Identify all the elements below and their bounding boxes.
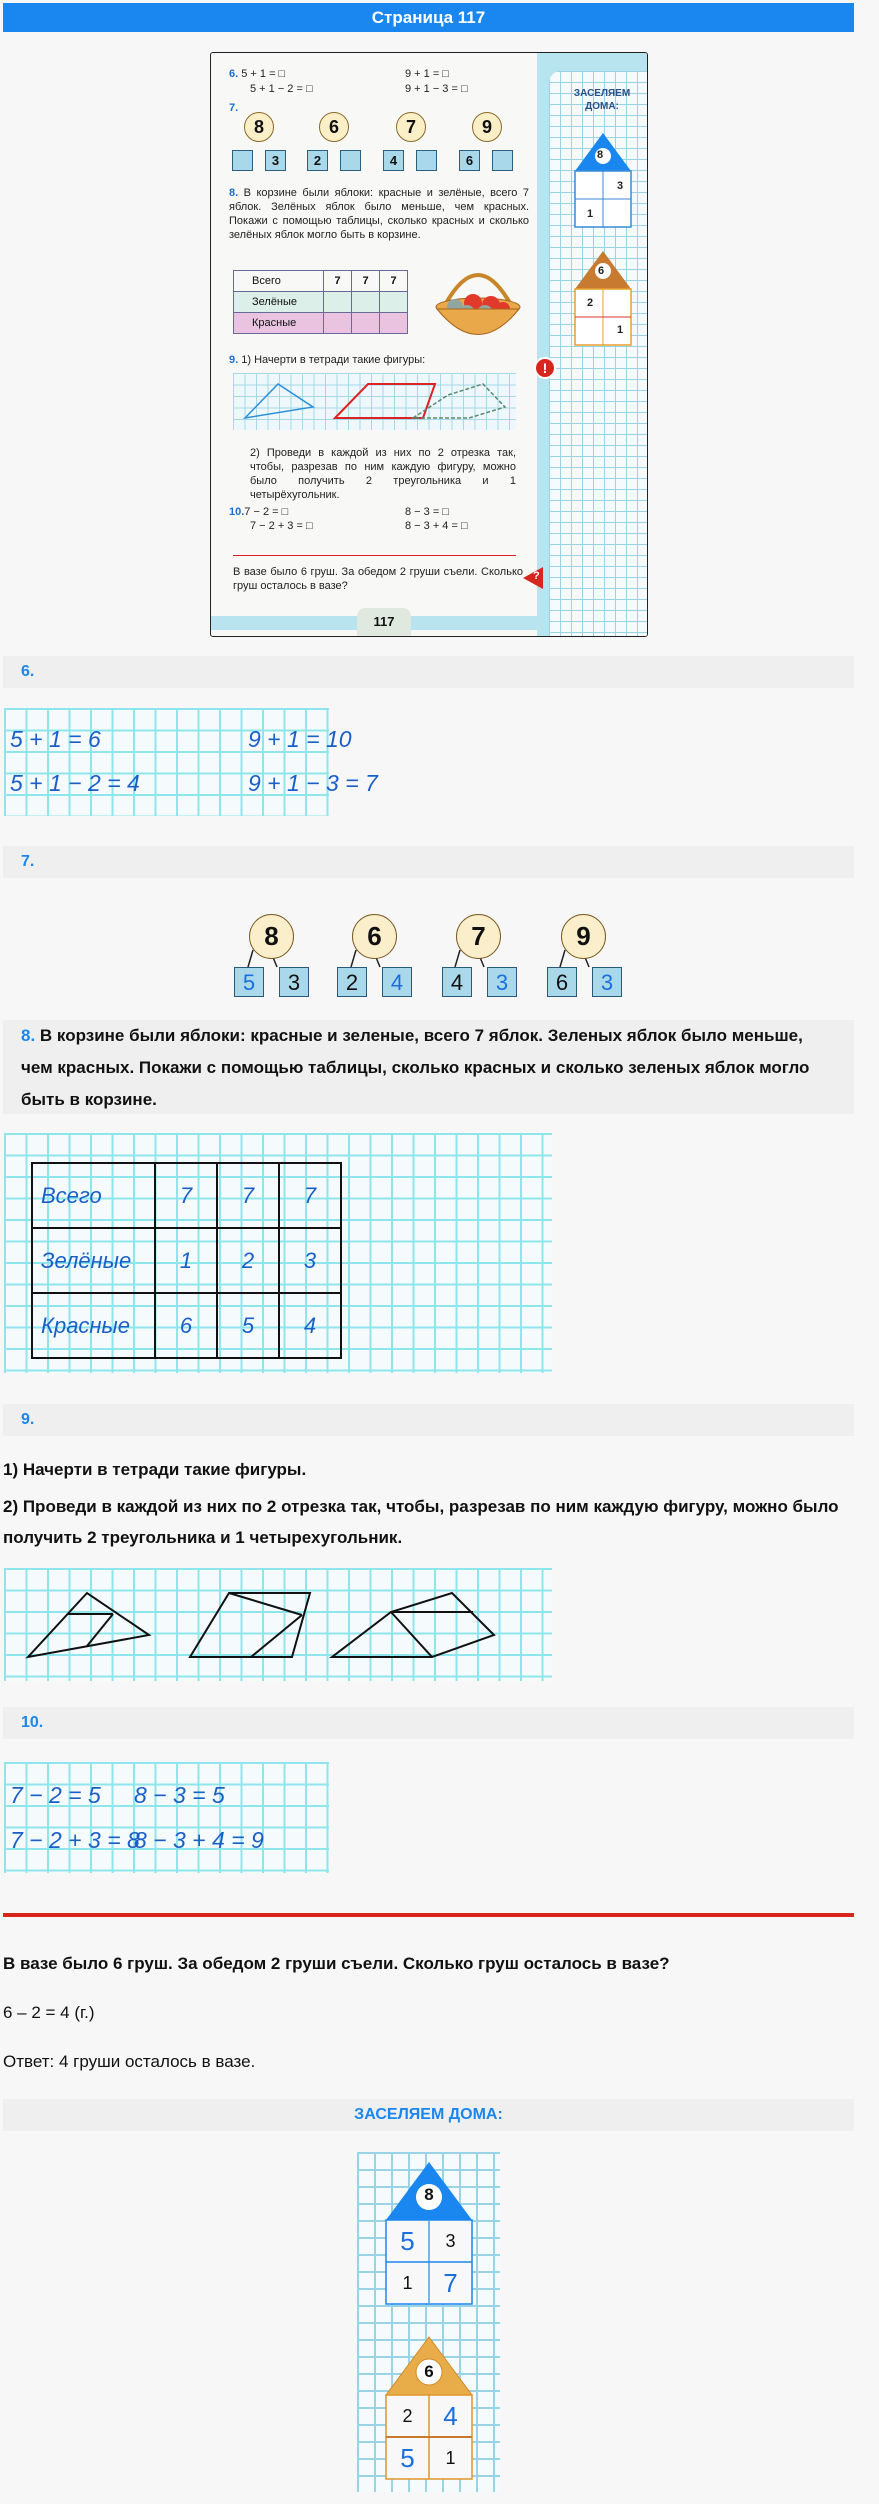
- section-9-header: 9.: [3, 1404, 854, 1436]
- answer-line: 5 + 1 = 6: [10, 726, 101, 752]
- sidebar-house1-cell: 3: [617, 180, 624, 192]
- section-10-header: 10.: [3, 1707, 854, 1739]
- table-row: Зелёные 1 2 3: [32, 1228, 341, 1293]
- problem-solution: 6 – 2 = 4 (г.): [3, 2003, 95, 2022]
- textbook-sidebar: [537, 53, 647, 636]
- textbook-page-number: 117: [357, 608, 411, 636]
- tree-right-answer: 3: [592, 967, 622, 997]
- house2-roof-number: 6: [424, 2362, 434, 2381]
- page-title: Страница 117: [3, 3, 854, 32]
- answer-line: 5 + 1 − 2 = 4: [10, 770, 140, 796]
- section-6-answer-grid: [4, 708, 378, 816]
- house1-cell: 5: [400, 2226, 415, 2256]
- tree-left: 4: [442, 967, 472, 997]
- textbook-ex7-num: 7.: [229, 102, 239, 114]
- textbook-apple-table: Всего 7 7 7 Зелёные Красные: [233, 270, 408, 334]
- apple-basket-icon: [433, 265, 523, 345]
- house2-cell: 5: [400, 2443, 415, 2473]
- answer-line: 8 − 3 + 4 = 9: [134, 1827, 264, 1853]
- house2-cell: 2: [402, 2406, 413, 2426]
- tree-left: 2: [337, 967, 367, 997]
- house2-cell: 1: [445, 2448, 456, 2468]
- textbook-ex9-part2: 2) Проведи в каждой из них по 2 отрезка так, чтобы, разрезав по ним каждую фигуру, можно было получить 2 треугольника и 1 четырёхугольник.: [250, 447, 516, 501]
- houses-header: ЗАСЕЛЯЕМ ДОМА:: [3, 2099, 854, 2131]
- problem-answer: Ответ: 4 груши осталось в вазе.: [3, 2052, 256, 2071]
- textbook-problem: В вазе было 6 груш. За обедом 2 груши съели. Сколько груш осталось в вазе?: [233, 566, 523, 592]
- textbook-page-image: ЗАСЕЛЯЕМ ДОМА: 8 3 1 6 2 1 ! ? 6. 5 + 1 = □ 5 + 1 − 2 = □ 9 + 1 = □ 9 + 1 − 3 = □ 7. 8 3 6 2 7 4 9 6 8. В корзине были яблоки: красные и зелёные, всего 7 яблок. Зелёных яблок было меньше, чем красных. Покажи с помощью таблицы, сколько красных и сколько зелёных яблок могло быть в корзине. Всего 7 7 7 Зелёные Красные 9. 1) Начерти в тетради такие фигуры: 2) Проведи в каждой из них по 2 отрезка так, чтобы, разрезав по ним каждую фигуру, можно было получить 2 треугольника и 1 четырёхугольник. 10.7 − 2 = □ 7 − 2 + 3 = □ 8 − 3 = □ 8 − 3 + 4 = □ В вазе было 6 груш. За обедом 2 груши съели. Сколько груш осталось в вазе? 117: [210, 52, 648, 637]
- sidebar-house1-roof: 8: [597, 149, 604, 161]
- house1-cell: 7: [443, 2268, 458, 2298]
- house2-cell: 4: [443, 2401, 458, 2431]
- textbook-ex8: 8. В корзине были яблоки: красные и зелёные, всего 7 яблок. Зелёных яблок было меньше, чем красных. Покажи с помощью таблицы, сколько красных и сколько зелёных яблок могло быть в корзине.: [229, 187, 529, 241]
- textbook-ex6: 6. 5 + 1 = □: [229, 68, 286, 80]
- house1-cell: 1: [402, 2273, 413, 2293]
- tree-left: 6: [547, 967, 577, 997]
- cut-figures-drawing: [4, 1568, 552, 1681]
- answer-line: 7 − 2 = 5: [10, 1782, 101, 1808]
- sidebar-house2-cell: 1: [617, 324, 624, 336]
- textbook-ex10: 10.7 − 2 = □: [229, 506, 289, 518]
- sidebar-title-line1: ЗАСЕЛЯЕМ: [573, 88, 631, 99]
- textbook-red-rule: [233, 555, 516, 556]
- answer-line: 8 − 3 = 5: [134, 1782, 225, 1808]
- house1-roof-number: 8: [424, 2185, 434, 2204]
- section-6-header: 6.: [3, 656, 854, 688]
- problem-question: В вазе было 6 груш. За обедом 2 груши съели. Сколько груш осталось в вазе?: [3, 1954, 670, 1973]
- sidebar-house2-cell: 2: [587, 297, 594, 309]
- textbook-figures-grid: [233, 373, 516, 430]
- tree-left-answer: 5: [234, 967, 264, 997]
- warning-icon: !: [534, 357, 556, 379]
- section-7-header: 7.: [3, 846, 854, 878]
- tree-top: 8: [249, 914, 294, 959]
- answer-line: 7 − 2 + 3 = 8: [10, 1827, 140, 1853]
- textbook-ex9-part1: 9. 1) Начерти в тетради такие фигуры:: [229, 354, 426, 366]
- houses-grid: [357, 2152, 500, 2492]
- sidebar-title-line2: ДОМА:: [585, 101, 619, 112]
- table-row: Всего 7 7 7: [32, 1163, 341, 1228]
- answer-line: 9 + 1 = 10: [248, 726, 352, 752]
- tree-right-answer: 3: [487, 967, 517, 997]
- answer-line: 9 + 1 − 3 = 7: [248, 770, 378, 796]
- section-7-number-trees: [230, 912, 630, 1002]
- section-8-header: 8. В корзине были яблоки: красные и зеленые, всего 7 яблок. Зеленых яблок было меньше, чем красных. Покажи с помощью таблицы, сколько красных и сколько зеленых яблок могло быть в корзине.: [3, 1020, 854, 1114]
- house-8-icon: [573, 131, 633, 231]
- section-8-task-text: В корзине были яблоки: красные и зеленые, всего 7 яблок. Зеленых яблок было меньше, чем красных. Покажи с помощью таблицы, сколько красных и сколько зеленых яблок могло быть в корзине.: [21, 1026, 810, 1109]
- section-9-part1: 1) Начерти в тетради такие фигуры.: [3, 1460, 307, 1479]
- section-9-figures-grid: [4, 1568, 552, 1681]
- tree-top: 9: [561, 914, 606, 959]
- section-10-answer-grid: [4, 1762, 329, 1873]
- tree-top: 6: [352, 914, 397, 959]
- section-9-part2: 2) Проведи в каждой из них по 2 отрезка так, чтобы, разрезав по ним каждую фигуру, можно было получить 2 треугольника и 1 четырехугольник.: [3, 1497, 839, 1547]
- table-row: Красные 6 5 4: [32, 1293, 341, 1358]
- section-8-answer-grid: [4, 1133, 552, 1373]
- apple-answer-table: [31, 1162, 342, 1359]
- sidebar-house1-cell: 1: [587, 208, 594, 220]
- tree-right-answer: 4: [382, 967, 412, 997]
- house1-cell: 3: [445, 2231, 456, 2251]
- tree-right: 3: [279, 967, 309, 997]
- tree-top: 7: [456, 914, 501, 959]
- sidebar-house2-roof: 6: [598, 265, 605, 277]
- section-divider: [3, 1913, 854, 1917]
